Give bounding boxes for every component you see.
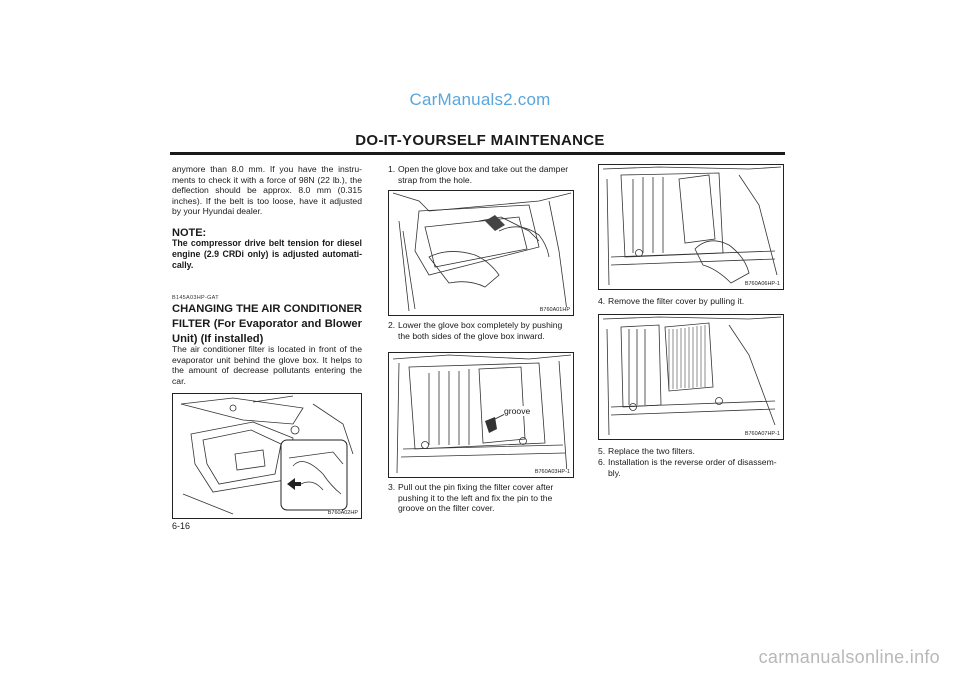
step-number: 5. (598, 446, 606, 456)
figure-filters (598, 314, 784, 440)
step-3 (388, 482, 578, 514)
step-4 (598, 296, 788, 307)
page-number: 6-16 (172, 521, 191, 531)
step-text: Remove the filter cover by pulling it. (608, 296, 745, 306)
watermark-bottom[interactable]: carmanualsonline.info (758, 647, 940, 667)
step-number: 2. (388, 320, 396, 330)
figure-code: B760A07HP-1 (744, 431, 780, 437)
section-body: The air conditioner filter is located in front of the evaporator unit behind the glove box. It helps to the amount of decrease pollutants entering the car. (172, 344, 362, 386)
step-5 (598, 446, 788, 457)
step-text: pushing it to the left and fix the pin to the (398, 492, 553, 503)
step-text: Lower the glove box completely by pushing (398, 320, 563, 330)
step-number: 4. (598, 296, 606, 306)
step-1 (388, 164, 578, 185)
step-text: Installation is the reverse order of disassem- (608, 457, 777, 467)
step-text: Replace the two filters. (608, 446, 695, 456)
filter-cover-illustration (389, 353, 573, 477)
step-text: the both sides of the glove box inward. (398, 330, 545, 341)
step-text: Open the glove box and take out the damper (398, 164, 569, 174)
damper-strap-illustration (389, 191, 573, 315)
watermark-top[interactable]: CarManuals2.com (409, 90, 551, 109)
note-body: The compressor drive belt tension for diesel engine (2.9 CRDi only) is adjusted automati-cally. (172, 238, 362, 270)
remove-cover-illustration (599, 165, 783, 289)
step-2 (388, 320, 578, 341)
figure-code: B760A02HP (327, 510, 358, 516)
figure-glove-box-strap (172, 393, 362, 519)
step-number: 6. (598, 457, 606, 467)
step-6 (598, 457, 788, 478)
filters-illustration (599, 315, 783, 439)
step-text: Pull out the pin fixing the filter cover after (398, 482, 554, 492)
glove-box-illustration (173, 394, 361, 518)
figure-code: B760A06HP-1 (744, 281, 780, 287)
figure-remove-cover (598, 164, 784, 290)
page-header: DO-IT-YOURSELF MAINTENANCE (355, 132, 605, 149)
note-heading: NOTE: (172, 227, 207, 239)
step-text: strap from the hole. (398, 174, 473, 185)
groove-label: groove (504, 406, 531, 416)
figure-code: B760A03HP-1 (534, 469, 570, 475)
section-title: CHANGING THE AIR CONDITIONER FILTER (For Evaporator and Blower Unit) (If installed) (172, 303, 362, 345)
figure-damper-strap (388, 190, 574, 316)
header-rule (170, 152, 785, 155)
intro-paragraph: anymore than 8.0 mm. If you have the instru-ments to check it with a force of 98N (22 lb.), the deflection should be approx. 8.0 mm (0.315 inches). If the belt is too loose, have it adjusted by your Hyundai dealer. (172, 164, 362, 217)
figure-code: B760A01HP (539, 307, 570, 313)
step-number: 1. (388, 164, 396, 174)
step-text: bly. (608, 467, 621, 478)
step-number: 3. (388, 482, 396, 492)
figure-filter-cover-pin (388, 352, 574, 478)
section-code: B145A03HP-GAT (172, 295, 219, 301)
step-text: groove on the filter cover. (398, 503, 495, 514)
